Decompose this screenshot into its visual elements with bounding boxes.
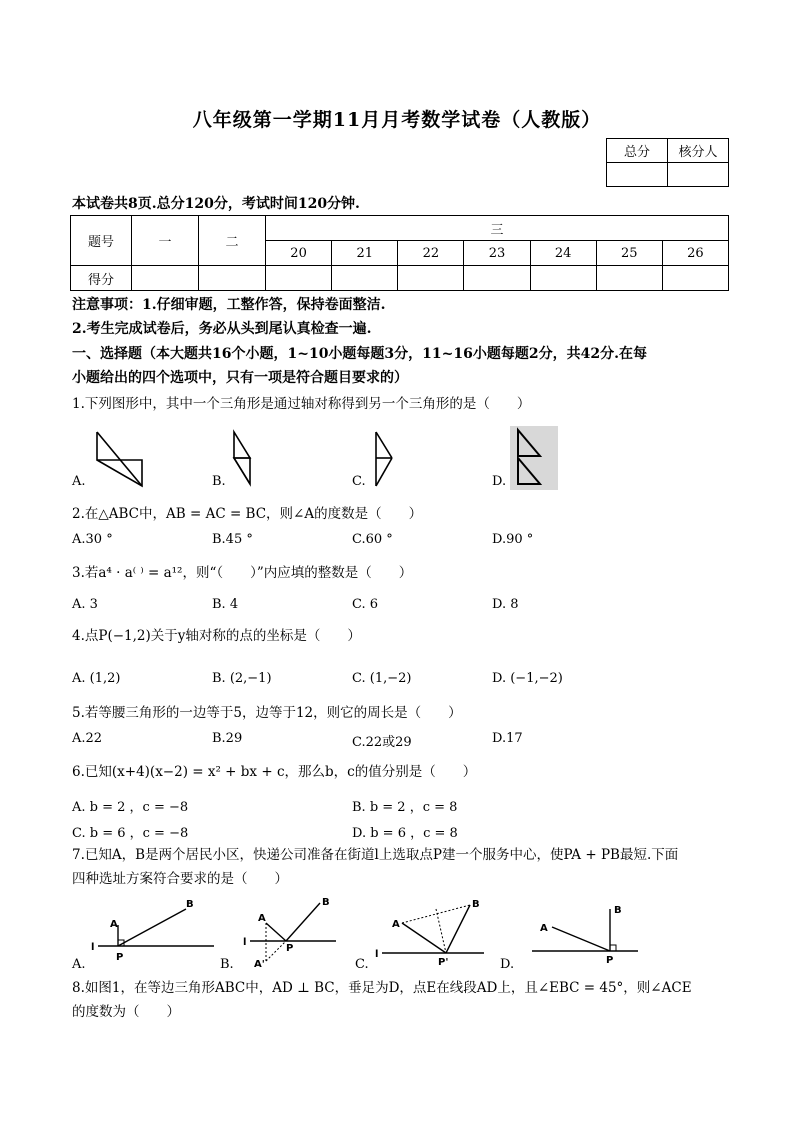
q1-figure-c: [368, 428, 408, 488]
q7a-label-a: A: [110, 919, 118, 930]
grid-score-cell: [596, 266, 662, 291]
q7c-label-l: l: [375, 949, 379, 960]
q7c-label-b: B: [472, 899, 480, 910]
q7a-label-b: B: [186, 899, 194, 910]
q7-stem-cont: 四种选址方案符合要求的是（ ）: [72, 871, 288, 887]
q7-figure-b: [240, 895, 340, 970]
grid-label-question: 题号: [71, 216, 132, 266]
score-box: [606, 138, 729, 187]
grid-section-one: 一: [132, 216, 199, 266]
q7-figure-d: [522, 895, 642, 970]
q1-label-c: C.: [352, 474, 366, 489]
q6-option-b: B. b = 2 ，c = 8: [352, 800, 458, 815]
q1-stem: 1.下列图形中，其中一个三角形是通过轴对称得到另一个三角形的是（ ）: [72, 396, 531, 412]
q7b-label-b: B: [322, 897, 330, 908]
grid-score-cell: [530, 266, 596, 291]
grid-score-cell: [332, 266, 398, 291]
grid-num: 26: [662, 241, 728, 266]
q1-figure-a: [92, 428, 152, 488]
total-score-cell: [607, 163, 668, 187]
q5-option-d: D.17: [492, 731, 523, 746]
grid-label-score: 得分: [71, 266, 132, 291]
q7c-label-a: A: [392, 919, 400, 930]
grid-score-cell: [464, 266, 530, 291]
q3-option-d: D. 8: [492, 597, 519, 612]
grid-num: 25: [596, 241, 662, 266]
q3-option-b: B. 4: [212, 597, 239, 612]
q7-label-c: C.: [355, 957, 369, 972]
q7b-label-a: A: [258, 913, 266, 924]
q7b-label-l: l: [243, 937, 247, 948]
q2-option-c: C.60 °: [352, 532, 393, 547]
grid-num: 23: [464, 241, 530, 266]
grid-score-cell: [199, 266, 266, 291]
q7-label-d: D.: [500, 957, 515, 972]
q2-option-a: A.30 °: [72, 532, 113, 547]
q7-label-b: B.: [220, 957, 234, 972]
grid-num: 22: [398, 241, 464, 266]
grid-score-cell: [398, 266, 464, 291]
q7d-label-b: B: [614, 905, 622, 916]
q1-label-b: B.: [212, 474, 226, 489]
q4-option-d: D. (−1,−2): [492, 671, 563, 686]
q6-option-d: D. b = 6 ，c = 8: [352, 826, 458, 841]
q7b-label-ap: A': [254, 959, 265, 970]
q7a-label-p: P: [116, 952, 124, 963]
q5-option-b: B.29: [212, 731, 243, 746]
q5-option-a: A.22: [72, 731, 103, 746]
grid-score-cell: [132, 266, 199, 291]
exam-intro: 本试卷共8页.总分120分，考试时间120分钟.: [72, 196, 360, 212]
q6-stem: 6.已知(x+4)(x−2) = x² + bx + c，那么b，c的值分别是（ ）: [72, 764, 477, 780]
note-1: 注意事项：1.仔细审题，工整作答，保持卷面整洁.: [72, 297, 386, 313]
q1-figure-b: [228, 428, 268, 488]
q2-option-b: B.45 °: [212, 532, 253, 547]
grid-num: 24: [530, 241, 596, 266]
page-title: 八年级第一学期11月月考数学试卷（人教版）: [192, 109, 602, 131]
checker-cell: [668, 163, 729, 187]
checker-label: 核分人: [668, 139, 729, 163]
section-1-heading-cont: 小题给出的四个选项中，只有一项是符合题目要求的）: [72, 370, 408, 386]
grid-section-two: 二: [199, 216, 266, 266]
q1-label-d: D.: [492, 474, 507, 489]
q7c-label-pp: P': [438, 957, 449, 968]
q8-stem-cont: 的度数为（ ）: [72, 1004, 180, 1020]
q7-label-a: A.: [72, 957, 86, 972]
q5-option-c: C.22或29: [352, 735, 412, 750]
q3-option-a: A. 3: [72, 597, 98, 612]
q4-stem: 4.点P(−1,2)关于y轴对称的点的坐标是（ ）: [72, 628, 361, 644]
q7d-label-a: A: [540, 923, 548, 934]
score-grid: [70, 215, 729, 291]
q7-figure-c: [372, 895, 492, 970]
total-score-label: 总分: [607, 139, 668, 163]
q1-figure-d: [510, 426, 558, 490]
q5-stem: 5.若等腰三角形的一边等于5，边等于12，则它的周长是（ ）: [72, 705, 462, 721]
q7-stem: 7.已知A，B是两个居民小区，快递公司准备在街道l上选取点P建一个服务中心，使PA + PB最短.下面: [72, 847, 679, 863]
q3-stem: 3.若a⁴ · a⁽ ⁾ = a¹²，则“（ ）”内应填的整数是（ ）: [72, 565, 413, 581]
q1-label-a: A.: [72, 474, 86, 489]
section-1-heading: 一、选择题（本大题共16个小题，1~10小题每题3分，11~16小题每题2分，共42分.在每: [72, 346, 647, 362]
q6-option-c: C. b = 6 ，c = −8: [72, 826, 189, 841]
q2-option-d: D.90 °: [492, 532, 534, 547]
q7-figure-a: [88, 895, 218, 970]
grid-num: 20: [266, 241, 332, 266]
q4-option-b: B. (2,−1): [212, 671, 272, 686]
q3-option-c: C. 6: [352, 597, 379, 612]
grid-score-cell: [266, 266, 332, 291]
q7d-label-p: P: [606, 955, 614, 966]
grid-section-three: 三: [266, 216, 729, 241]
grid-score-cell: [662, 266, 728, 291]
grid-num: 21: [332, 241, 398, 266]
q6-option-a: A. b = 2 ，c = −8: [72, 800, 189, 815]
q2-stem: 2.在△ABC中，AB = AC = BC，则∠A的度数是（ ）: [72, 506, 423, 522]
q8-stem: 8.如图1，在等边三角形ABC中，AD ⊥ BC，垂足为D，点E在线段AD上，且∠EBC = 45°，则∠ACE: [72, 980, 692, 996]
q4-option-a: A. (1,2): [72, 671, 121, 686]
q7a-label-l: l: [91, 942, 95, 953]
q4-option-c: C. (1,−2): [352, 671, 412, 686]
q7b-label-p: P: [286, 943, 294, 954]
note-2: 2.考生完成试卷后，务必从头到尾认真检查一遍.: [72, 321, 372, 337]
